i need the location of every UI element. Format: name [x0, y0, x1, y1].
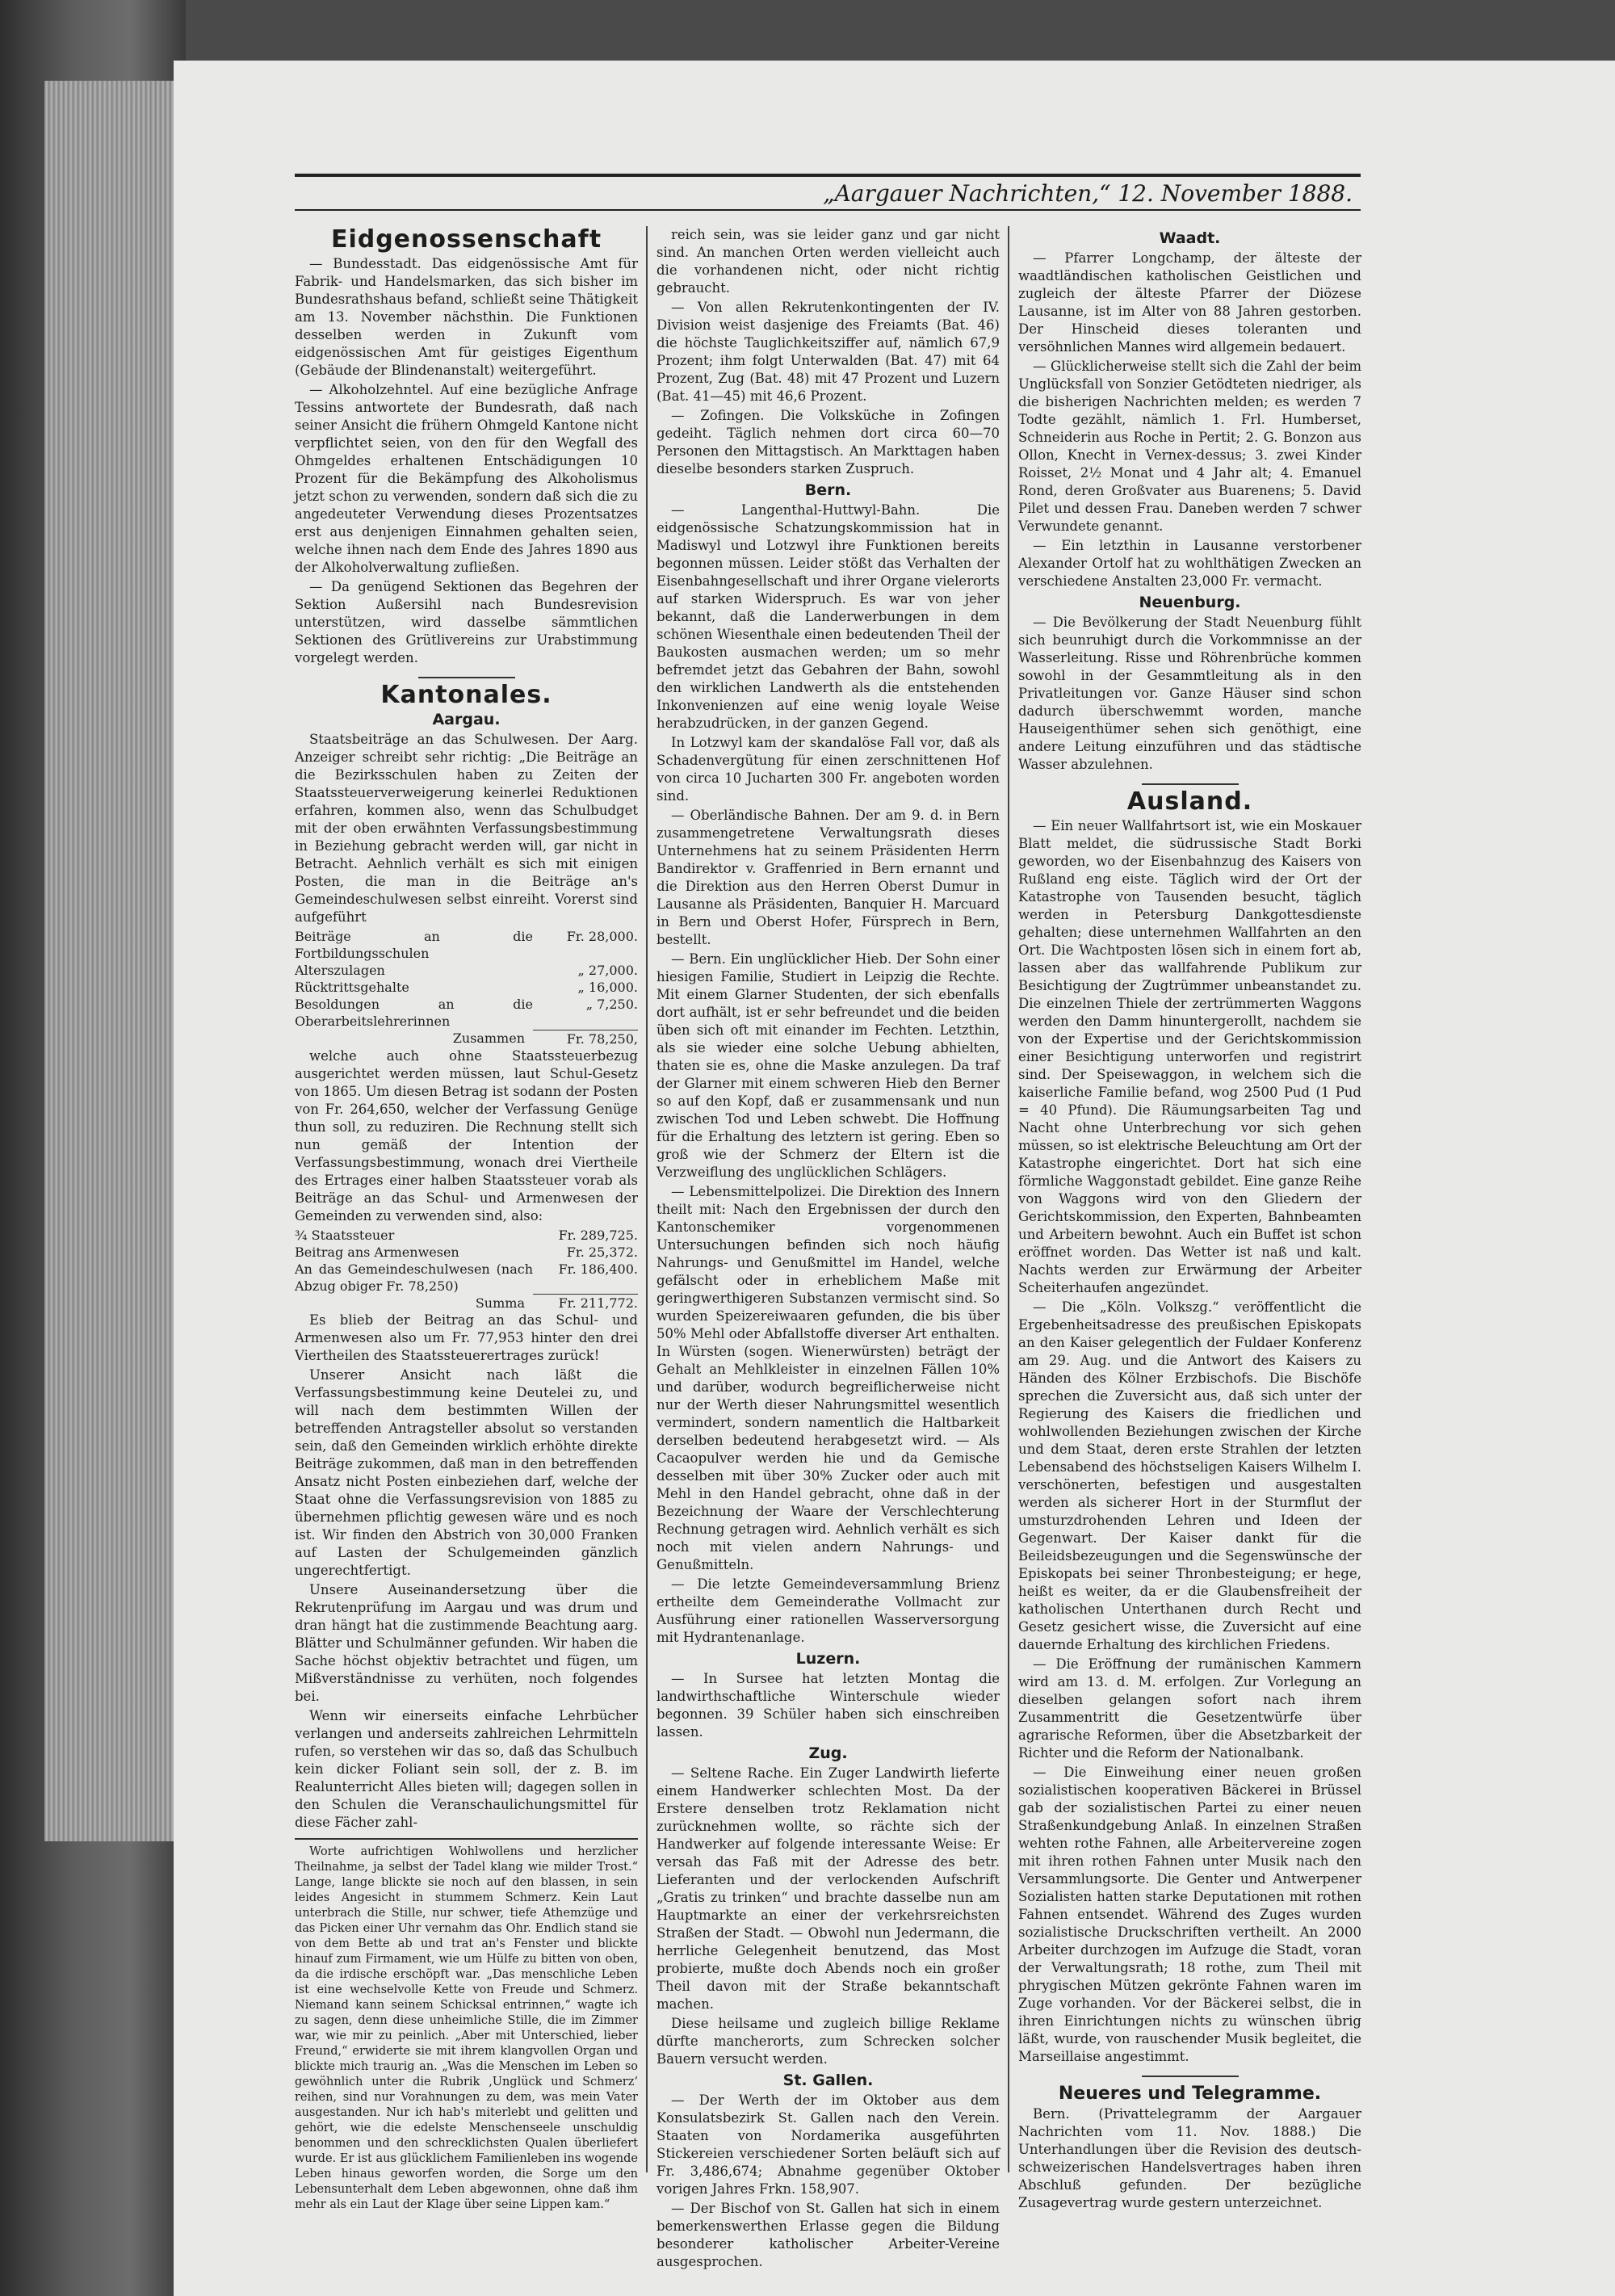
- article-paragraph: — Die Bevölkerung der Stadt Neuenburg fühlt sich beunruhigt durch die Vorkommnisse an der Wasserleitung. Risse und Röhrenbrüche kommen sowohl in der Gesammtleitung als in den Privatleitungen vor. Ganze Häuser sind schon dadurch überschwemmt worden, manche Hauseigenthümer sehen sich genöthigt, eine andere Leitung einzuführen und das städtische Wasser abzulehnen.: [1018, 615, 1361, 772]
- subheading-aargau: Aargau.: [432, 711, 501, 728]
- table-row: [295, 1261, 638, 1295]
- feuilleton-divider: [295, 1838, 638, 1840]
- subheading-waadt: Waadt.: [1159, 229, 1221, 247]
- article-paragraph: — Die Einweihung einer neuen großen sozialistischen kooperativen Bäckerei in Brüssel gab der sozialistischen Partei zu einer neuen Straßenkundgebung Anlaß. In einzelnen Straßen wehten rothe Fahnen, alle Arbeitervereine zogen mit ihren rothen Fahnen unter Musik nach den Versammlungsorte. Die Genter und Antwerpener Sozialisten hatten starke Deputationen mit rothen Fahnen entsendet. Während des Zuges wurden sozialistische Druckschriften vertheilt. An 2000 Arbeiter durchzogen im Aufzuge die Stadt, voran der Verwaltungsrath; 18 rothe, zum Theil mit phrygischen Mützen gekrönte Fahnen waren im Zuge vorhanden. Vor der Bäckerei selbst, die in ihren Einrichtungen nichts zu wünschen übrig läßt, wurde, von rauschender Musik begleitet, die Marseillaise angestimmt.: [1018, 1765, 1361, 2064]
- table-row-total: [295, 1295, 638, 1312]
- table-cell-label: An das Gemeindeschulwesen (nach Abzug obiger Fr. 78,250): [295, 1261, 533, 1294]
- article-paragraph: — Die letzte Gemeindeversammlung Brienz ertheilte dem Gemeinderathe Vollmacht zur Ausführung einer rationellen Wasserversorgung mit Hydrantenanlage.: [656, 1576, 1000, 1645]
- table-row-total: [295, 1030, 638, 1047]
- article-paragraph: — Ein letzthin in Lausanne verstorbener Alexander Ortolf hat zu wohlthätigen Zwecken an verschiedene Anstalten 23,000 Fr. vermacht.: [1018, 538, 1361, 589]
- table-row: [295, 996, 638, 1030]
- column-rule: [1008, 226, 1009, 2172]
- article-paragraph: — Seltene Rache. Ein Zuger Landwirth lieferte einem Handwerker schlechten Most. Da der Erstere denselben trotz Reklamation nicht zurücknehmen wollte, so rächte sich der Handwerker auf folgende interessante Weise: Er versah das Faß mit der Adresse des betr. Lieferanten und der verlockenden Aufschrift „Gratis zu trinken“ und brachte dasselbe nun am Hauptmarkte an einer der verkehrsreichsten Straßen der Stadt. — Obwohl nun Jedermann, die herrliche Gelegenheit benutzend, das Most probierte, mußte doch Abends noch ein großer Theil davon mit der Straße bekanntschaft machen.: [656, 1765, 1000, 2012]
- subheading-luzern: Luzern.: [795, 1650, 861, 1668]
- article-paragraph: Bern. (Privattelegramm der Aargauer Nachrichten vom 11. Nov. 1888.) Die Unterhandlungen über die Revision des deutsch-schweizerischen Handelsvertrages haben ihren Abschluß gefunden. Der bezügliche Zusagevertrag wurde gestern unterzeichnet.: [1018, 2106, 1361, 2210]
- article-paragraph: — Die „Köln. Volkszg.“ veröffentlicht die Ergebenheitsadresse des preußischen Episkopats an den Kaiser gelegentlich der Fuldaer Konferenz am 29. Aug. und die Antwort des Kaisers zu Händen des Kölner Erzbischofs. Die Bischöfe sprechen die Zuversicht aus, daß sich unter der Regierung des Kaisers die friedlichen und wohlwollenden Beziehungen zwischen der Kirche und dem Staat, deren erste Strahlen der letzten Lebensabend des höchstseligen Kaisers Wilhelm I. verschönerten, befestigen und ausgestalten werden als sicherer Hort in der Sturmflut der umsturzdrohenden Lehren und Ideen der Gegenwart. Der Kaiser dankt für die Beileidsbezeugungen und die Segenswünsche der Episkopats bei seiner Thronbesteigung; er hege, heißt es weiter, da er die Glaubensfreiheit der katholischen Unterthanen durch Recht und Gesetz gesichert wisse, die Zuversicht auf eine dauernde Erhaltung des kirchlichen Friedens.: [1018, 1299, 1361, 1652]
- table-cell-amount: Fr. 289,725.: [558, 1227, 638, 1243]
- masthead: „Aargauer Nachrichten,“ 12. November 1888.: [295, 174, 1361, 211]
- feuilleton-text: Worte aufrichtigen Wohlwollens und herzlicher Theilnahme, ja selbst der Tadel klang wie milder Trost.“ Lange, lange blickte sie noch auf den blassen, in sein leides Angesicht in stummem Schmerz. Kein Laut unterbrach die Stille, nur schwer, tiefe Athemzüge und das Picken einer Uhr vernahm das Ohr. Endlich stand sie von dem Bette ab und trat an's Fenster und blickte hinauf zum Firmament, wie um Hülfe zu bitten von oben, da die irdische erschöpft war. „Das menschliche Leben ist eine wechselvolle Kette von Freude und Schmerz. Niemand kann seinem Schicksal entrinnen,“ wagte ich zu sagen, denn diese unheimliche Stille, die im Zimmer war, wie mir zu peinlich. „Aber mit Unterschied, lieber Freund,“ erwiderte sie mit ihrem klangvollen Organ und blickte mich traurig an. „Was die Menschen im Leben so gewöhnlich unter die Rubrik ‚Unglück und Schmerz‘ reihen, sind nur Vorahnungen zu dem, was mein Vater ausgestanden. Nur ich hab's miterlebt und gelitten und gehört, wie die edelste Menschenseele unschuldig benommen und den schrecklichsten Qualen überliefert wurde. Er ist aus glücklichem Familienleben ins wogende Leben hinaus geworfen worden, die Sorge um den Lebensunterhalt dem Leben abgewonnen, ohne daß ihm mehr als ein Laut der Klage über seine Lippen kam.“: [295, 1845, 638, 2211]
- column-1: [295, 225, 638, 2211]
- column-rule: [646, 226, 648, 2172]
- table-cell-label: Beiträge an die Fortbildungsschulen: [295, 929, 533, 961]
- table-row: [295, 1227, 638, 1244]
- section-heading-kantonales: Kantonales.: [380, 681, 552, 709]
- article-paragraph: Unsere Auseinandersetzung über die Rekrutenprüfung im Aargau und was drum und dran hängt hat die zustimmende Beachtung aarg. Blätter und Schulmänner gefunden. Wir haben die Sache höchst objektiv betrachtet und fügen, um Mißverständnisse zu verhüten, noch folgendes bei.: [295, 1582, 638, 1704]
- table-cell-amount: Fr. 186,400.: [558, 1261, 638, 1277]
- table-cell-amount: Fr. 28,000.: [566, 929, 638, 944]
- article-paragraph: — Von allen Rekrutenkontingenten der IV. Division weist dasjenige des Freiamts (Bat. 46) die höchste Tauglichkeitsziffer auf, nämlich 67,9 Prozent; ihm folgt Unterwalden (Bat. 47) mit 64 Prozent, Zug (Bat. 48) mit 47 Prozent und Luzern (Bat. 41—45) mit 46,6 Prozent.: [656, 300, 1000, 404]
- article-paragraph: — Oberländische Bahnen. Der am 9. d. in Bern zusammengetretene Verwaltungsrath dieses Unternehmens hat zu seinem Präsidenten Herrn Bandirektor v. Graffenried in Bern ernannt und die Direktion aus den Herren Oberst Dumur in Lausanne als Präsidenten, Banquier H. Marcuard in Bern und Oberst Hofer, Fürsprech in Bern, bestellt.: [656, 808, 1000, 947]
- section-divider: [1142, 783, 1239, 785]
- subheading-bern: Bern.: [804, 481, 852, 499]
- article-paragraph: Staatsbeiträge an das Schulwesen. Der Aarg. Anzeiger schreibt sehr richtig: „Die Beiträge an die Bezirksschulen haben zu Zeiten der Staatssteuerverweigerung keinerlei Reduktionen erfahren, kommen also, wenn das Schulbudget mit der oben erwähnten Verfassungsbestimmung in Beziehung gebracht werden will, gar nicht in Betracht. Aehnlich verhält es sich mit einigen Posten, die man in die Beiträge an's Gemeindeschulwesen selbst einreiht. Vorerst sind aufgeführt: [295, 732, 638, 925]
- budget-table-1: [295, 928, 638, 1047]
- budget-table-2: [295, 1227, 638, 1312]
- subheading-zug: Zug.: [808, 1744, 848, 1762]
- article-paragraph: Diese heilsame und zugleich billige Reklame dürfte mancherorts, zum Schrecken solcher Bauern versucht werden.: [656, 2016, 1000, 2067]
- section-heading-eidgenossenschaft: Eidgenossenschaft: [330, 225, 602, 254]
- article-paragraph: Unserer Ansicht nach läßt die Verfassungsbestimmung keine Deutelei zu, und will nach dem bestimmten Willen der betreffenden Antragsteller absolut so verstanden sein, daß den Gemeinden wirklich erhöhte direkte Beiträge zukommen, daß man in den betreffenden Ansatz nicht Posten einbeziehen darf, welche der Staat ohne die Verfassungsrevision von 1885 zu übernehmen pflichtig gewesen wäre und es noch ist. Wir finden den Abstrich von 30,000 Franken auf Lasten der Schulgemeinden gänzlich ungerechtfertigt.: [295, 1367, 638, 1578]
- column-3: [1018, 226, 1361, 2210]
- subheading-st-gallen: St. Gallen.: [782, 2071, 874, 2089]
- table-cell-amount: Fr. 25,372.: [566, 1244, 638, 1260]
- table-cell-label: Rücktrittsgehalte: [295, 980, 409, 995]
- section-divider: [1142, 2076, 1239, 2077]
- column-2: [656, 226, 1000, 2269]
- table-cell-label: Beitrag ans Armenwesen: [295, 1244, 459, 1260]
- article-paragraph: — Alkoholzehntel. Auf eine bezügliche Anfrage Tessins antwortete der Bundesrath, daß nach seiner Ansicht die frühern Ohmgeld Kantone nicht verpflichtet seien, von den für den Wegfall des Ohmgeldes erhaltenen Entschädigungen 10 Prozent für die Bekämpfung des Alkoholismus jetzt schon zu verwenden, sondern daß sich die zu angedeuteter Verwendung dieses Prozentsatzes erst aus denjenigen Einnahmen gehalten seien, welche ihnen nach dem Ende des Jahres 1890 aus der Alkoholverwaltung zufließen.: [295, 382, 638, 575]
- table-row: [295, 979, 638, 996]
- section-heading-ausland: Ausland.: [1126, 787, 1253, 816]
- table-row: [295, 1244, 638, 1261]
- article-paragraph: — Lebensmittelpolizei. Die Direktion des Innern theilt mit: Nach den Ergebnissen der durch den Kantonschemiker vorgenommenen Untersuchungen befinden sich noch häufig Nahrungs- und Genußmittel im Handel, welche gefälscht oder in erheblichem Maße mit geringwerthigeren Substanzen vermischt sind. So wurden Speizereiwaaren gefunden, die bis über 50% Mehl oder Abfallstoffe diverser Art enthalten. In Würsten (sogen. Wienerwürsten) beträgt der Gehalt an Mehlkleister in einzelnen Fällen 10% und darüber, wodurch begreiflicherweise nicht nur der Werth dieser Nahrungsmittel wesentlich vermindert, sondern namentlich die Haltbarkeit derselben bedeutend herabgesetzt wird. — Als Cacaopulver werden hie und da Gemische desselben mit über 30% Zucker oder auch mit Mehl in den Handel gebracht, ohne daß in der Bezeichnung der Waare der Verschlechterung Rechnung getragen wird. Aehnlich verhält es sich noch mit vielen andern Nahrungs- und Genußmitteln.: [656, 1184, 1000, 1572]
- table-cell-amount: „ 16,000.: [577, 980, 638, 995]
- page-stack-edge: [44, 81, 186, 1841]
- section-divider: [418, 677, 515, 678]
- article-paragraph: — Bern. Ein unglücklicher Hieb. Der Sohn einer hiesigen Familie, Studiert in Leipzig die Rechte. Mit einem Glarner Studenten, der sich ebenfalls dort aufhält, ist er sehr befreundet und die beiden üben sich oft mit einander im Fechten. Letzthin, als sie wieder eine solche Uebung abhielten, thaten sie es, ohne die Maske anzulegen. Da traf der Glarner mit einem schweren Hieb den Berner so auf den Kopf, daß er zusammensank und nun zwischen Tod und Leben schwebt. Die Hoffnung für die Erhaltung des letztern ist gering. Eben so groß wie der Schmerz der Eltern ist die Verzweiflung des unglücklichen Schlägers.: [656, 951, 1000, 1180]
- article-paragraph: In Lotzwyl kam der skandalöse Fall vor, daß als Schadenvergütung für einen zerschnittenen Hof von circa 10 Jucharten 300 Fr. angeboten worden sind.: [656, 735, 1000, 804]
- table-cell-label: ¾ Staatssteuer: [295, 1227, 395, 1243]
- article-paragraph: — Ein neuer Wallfahrtsort ist, wie ein Moskauer Blatt meldet, die südrussische Stadt Borki geworden, wo der Eisenbahnzug des Kaisers von Rußland eng eiste. Täglich wird der Ort der Katastrophe von Tausenden besucht, täglich werden in Petersburg Dankgottesdienste gehalten; diese unternehmen Wallfahrten an den Ort. Die Wachtposten lösen sich in einem fort ab, lassen aber das wallfahrende Publikum zur Besichtigung der Zugtrümmer unbeanstandet zu. Die einzelnen Thiele der zertrümmerten Waggons werden den Damm hinuntergerollt, nachdem sie von der Expertise und der Gerichtskommission einer Besichtigung unterworfen und registrirt sind. Der Speisewaggon, in welchem sich die kaiserliche Familie befand, wog 2500 Pud (1 Pud = 40 Pfund). Die Räumungsarbeiten Tag und Nacht ohne Unterbrechung vor sich gehen müssen, so ist elektrische Beleuchtung am Ort der Katastrophe eingerichtet. Dort hat sich eine förmliche Waggonstadt gebildet. Eine ganze Reihe von Waggons wird von den Gliedern der Gerichtskommission, den Experten, Bahnbeamten und Arbeitern bewohnt. Auch ein Buffet ist schon eröffnet worden. Das Wetter ist naß und kalt. Nachts werden zur Erwärmung der Arbeiter Scheiterhaufen angezündet.: [1018, 818, 1361, 1295]
- table-row: [295, 928, 638, 962]
- article-paragraph: — Der Werth der im Oktober aus dem Konsulatsbezirk St. Gallen nach den Verein. Staaten von Nordamerika ausgeführten Stickereien verschiedener Sorten beläuft sich auf Fr. 3,486,674; Abnahme gegenüber Oktober vorigen Jahres Frkn. 158,907.: [656, 2092, 1000, 2197]
- table-cell-amount: Fr. 211,772.: [533, 1295, 638, 1312]
- article-paragraph: — Glücklicherweise stellt sich die Zahl der beim Unglücksfall von Sonzier Getödteten niedriger, als die bisherigen Nachrichten melden; es werden 7 Todte gezählt, nämlich 1. Frl. Humberset, Schneiderin aus Roche in Pertit; 2. G. Bonzon aus Ollon, Knecht in Vernex-dessus; 3. zwei Kinder Roisset, 2½ Monat und 4 Jahr alt; 4. Emanuel Rond, deren Großvater aus Buarenens; 5. David Pilet und dessen Frau. Daneben werden 7 schwer Verwundete genannt.: [1018, 359, 1361, 534]
- table-cell-amount: „ 7,250.: [585, 997, 638, 1012]
- article-paragraph: — Bundesstadt. Das eidgenössische Amt für Fabrik- und Handelsmarken, das sich bisher im Bundesrathshaus befand, schließt seine Thätigkeit am 13. November nächsthin. Die Funktionen desselben werden in Zukunft vom eidgenössischen Amt für geistiges Eigenthum (Gebäude der Blindenanstalt) weitergeführt.: [295, 256, 638, 378]
- article-paragraph: — Langenthal-Huttwyl-Bahn. Die eidgenössische Schatzungskommission hat in Madiswyl und Lotzwyl ihre Funktionen bereits begonnen müssen. Leider stößt das Verhalten der Eisenbahngesellschaft und ihrer Organe vielerorts auf starken Widerspruch. Es war von jeher bekannt, daß die Landerwerbungen in dem schönen Wiesenthale einen bedeutenden Theil der Baukosten ausmachen werden; um so mehr befremdet jetzt das Gebahren der Bahn, sowohl den wirklichen Landwerth als die entstehenden Inkonvenienzen auf eine wenig loyale Weise herabzudrücken, in der ganzen Gegend.: [656, 502, 1000, 731]
- article-paragraph: Es blieb der Beitrag an das Schul- und Armenwesen also um Fr. 77,953 hinter den drei Viertheilen des Staatssteuerertrages zurück!: [295, 1312, 638, 1363]
- article-paragraph: — Da genügend Sektionen das Begehren der Sektion Außersihl nach Bundesrevision unterstützen, wird dasselbe sämmtlichen Sektionen des Grütlivereins zur Urabstimmung vorgelegt werden.: [295, 579, 638, 665]
- article-paragraph: welche auch ohne Staatssteuerbezug ausgerichtet werden müssen, laut Schul-Gesetz von 1865. Um diesen Betrag ist sodann der Posten von Fr. 264,650, welcher der Verfassung Genüge thun soll, zu reduziren. Die Rechnung stellt sich nun gemäß der Intention der Verfassungsbestimmung, wonach drei Viertheile des Ertrages einer halben Staatssteuer vorab als Beiträge an das Schul- und Armenwesen der Gemeinden zu verwenden sind, also:: [295, 1047, 638, 1224]
- article-paragraph: — In Sursee hat letzten Montag die landwirthschaftliche Winterschule wieder begonnen. 39 Schüler haben sich einschreiben lassen.: [656, 1671, 1000, 1740]
- table-cell-label: Besoldungen an die Oberarbeitslehrerinnen: [295, 997, 533, 1029]
- table-cell-amount: Fr. 78,250,: [533, 1030, 638, 1047]
- table-row: [295, 962, 638, 979]
- article-paragraph: — Der Bischof von St. Gallen hat sich in einem bemerkenswerthen Erlasse gegen die Bildung besonderer katholischer Arbeiter-Vereine ausgesprochen.: [656, 2201, 1000, 2269]
- article-paragraph: reich sein, was sie leider ganz und gar nicht sind. An manchen Orten werden vielleicht auch die vorhandenen nicht, oder nicht richtig gebraucht.: [656, 227, 1000, 296]
- table-cell-label: Alterszulagen: [295, 963, 385, 978]
- article-paragraph: — Zofingen. Die Volksküche in Zofingen gedeiht. Täglich nehmen dort circa 60—70 Personen den Mittagstisch. An Markttagen haben dieselbe besonders starken Zuspruch.: [656, 408, 1000, 476]
- subheading-neuenburg: Neuenburg.: [1139, 594, 1241, 611]
- table-cell-label: Zusammen: [452, 1030, 525, 1046]
- newspaper-page: [174, 61, 1615, 2296]
- table-cell-amount: „ 27,000.: [577, 963, 638, 978]
- article-paragraph: — Die Eröffnung der rumänischen Kammern wird am 13. d. M. erfolgen. Zur Vorlegung an dieselben gelangen sofort nach ihrem Zusammentritt die Gesetzentwürfe über agrarische Reformen, über die Absetzbarkeit der Richter und die Reform der Nationalbank.: [1018, 1656, 1361, 1761]
- article-paragraph: Wenn wir einerseits einfache Lehrbücher verlangen und anderseits zahlreichen Lehrmitteln rufen, so verstehen wir das so, daß das Schulbuch kein dicker Foliant sein soll, der z. B. im Realunterricht Alles bieten will; dagegen sollen in den Schulen die Veranschaulichungsmittel für diese Fächer zahl-: [295, 1708, 638, 1830]
- table-cell-label: Summa: [475, 1295, 525, 1311]
- article-paragraph: — Pfarrer Longchamp, der älteste der waadtländischen katholischen Geistlichen und zugleich der älteste Pfarrer der Diözese Lausanne, ist im Alter von 88 Jahren gestorben. Der Hinscheid dieses toleranten und versöhnlichen Mannes wird allgemein bedauert.: [1018, 250, 1361, 355]
- section-heading-neueres: Neueres und Telegramme.: [1058, 2084, 1322, 2104]
